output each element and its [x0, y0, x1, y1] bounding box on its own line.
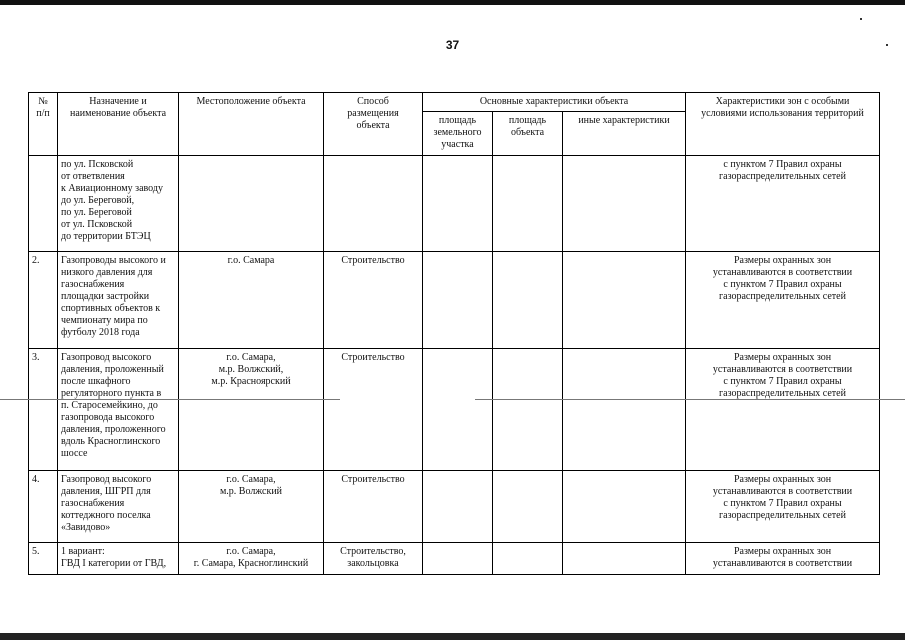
table-row: [29, 349, 880, 471]
row-other-characteristics: [563, 252, 686, 349]
header-object-area: площадь объекта: [493, 112, 563, 156]
row-object-area: [493, 543, 563, 575]
row-land-area: [423, 252, 493, 349]
scan-artifact-line: [0, 399, 340, 400]
row-purpose: 1 вариант: ГВД I категории от ГВД,: [58, 543, 179, 575]
scan-speck: [860, 18, 862, 20]
row-location: г.о. Самара, г. Самара, Красноглинский: [179, 543, 324, 575]
row-purpose: Газопроводы высокого и низкого давления для газоснабжения площадки застройки спортивных объектов к чемпионату мира по футболу 2018 года: [58, 252, 179, 349]
header-row: [29, 93, 880, 112]
row-method: Строительство: [324, 252, 423, 349]
objects-table: [28, 92, 880, 575]
row-land-area: [423, 349, 493, 471]
table-row: [29, 156, 880, 252]
row-method: Строительство, закольцовка: [324, 543, 423, 575]
row-number: 4.: [29, 471, 58, 543]
scan-artifact-line: [475, 399, 905, 400]
header-land-area: площадь земельного участка: [423, 112, 493, 156]
row-other-characteristics: [563, 156, 686, 252]
row-purpose: Газопровод высокого давления, проложенный после шкафного регуляторного пункта в п. Старосемейкино, до газопровода высокого давления, проложенного вдоль Красноглинского шоссе: [58, 349, 179, 471]
row-method: [324, 156, 423, 252]
table-row: [29, 471, 880, 543]
row-number: 3.: [29, 349, 58, 471]
row-other-characteristics: [563, 471, 686, 543]
row-other-characteristics: [563, 349, 686, 471]
row-object-area: [493, 252, 563, 349]
table-row: [29, 543, 880, 575]
row-number: 5.: [29, 543, 58, 575]
row-method: Строительство: [324, 471, 423, 543]
row-land-area: [423, 543, 493, 575]
row-land-area: [423, 156, 493, 252]
header-zones: Характеристики зон с особыми условиями использования территорий: [686, 93, 880, 156]
row-object-area: [493, 156, 563, 252]
row-location: г.о. Самара, м.р. Волжский: [179, 471, 324, 543]
header-purpose: Назначение и наименование объекта: [58, 93, 179, 156]
header-num: № п/п: [29, 93, 58, 156]
row-other-characteristics: [563, 543, 686, 575]
row-method: Строительство: [324, 349, 423, 471]
row-zones: Размеры охранных зон устанавливаются в соответствии: [686, 543, 880, 575]
row-object-area: [493, 471, 563, 543]
header-main-characteristics: Основные характеристики объекта: [423, 93, 686, 112]
row-zones: Размеры охранных зон устанавливаются в соответствии с пунктом 7 Правил охраны газораспределительных сетей: [686, 349, 880, 471]
row-purpose: по ул. Псковской от ответвления к Авиационному заводу до ул. Береговой, по ул. Береговой от ул. Псковской до территории БТЭЦ: [58, 156, 179, 252]
row-location: [179, 156, 324, 252]
row-location: г.о. Самара, м.р. Волжский, м.р. Красноярский: [179, 349, 324, 471]
header-method: Способ размещения объекта: [324, 93, 423, 156]
row-land-area: [423, 471, 493, 543]
row-number: [29, 156, 58, 252]
scan-bottom-border: [0, 633, 905, 640]
row-zones: с пунктом 7 Правил охраны газораспределительных сетей: [686, 156, 880, 252]
page-number: 37: [445, 38, 460, 52]
row-object-area: [493, 349, 563, 471]
row-zones: Размеры охранных зон устанавливаются в соответствии с пунктом 7 Правил охраны газораспределительных сетей: [686, 252, 880, 349]
header-location: Местоположение объекта: [179, 93, 324, 156]
table-row: [29, 252, 880, 349]
row-zones: Размеры охранных зон устанавливаются в соответствии с пунктом 7 Правил охраны газораспределительных сетей: [686, 471, 880, 543]
row-number: 2.: [29, 252, 58, 349]
scan-top-border: [0, 0, 905, 5]
header-other-characteristics: иные характеристики: [563, 112, 686, 156]
row-purpose: Газопровод высокого давления, ШГРП для газоснабжения коттеджного поселка «Завидово»: [58, 471, 179, 543]
row-location: г.о. Самара: [179, 252, 324, 349]
